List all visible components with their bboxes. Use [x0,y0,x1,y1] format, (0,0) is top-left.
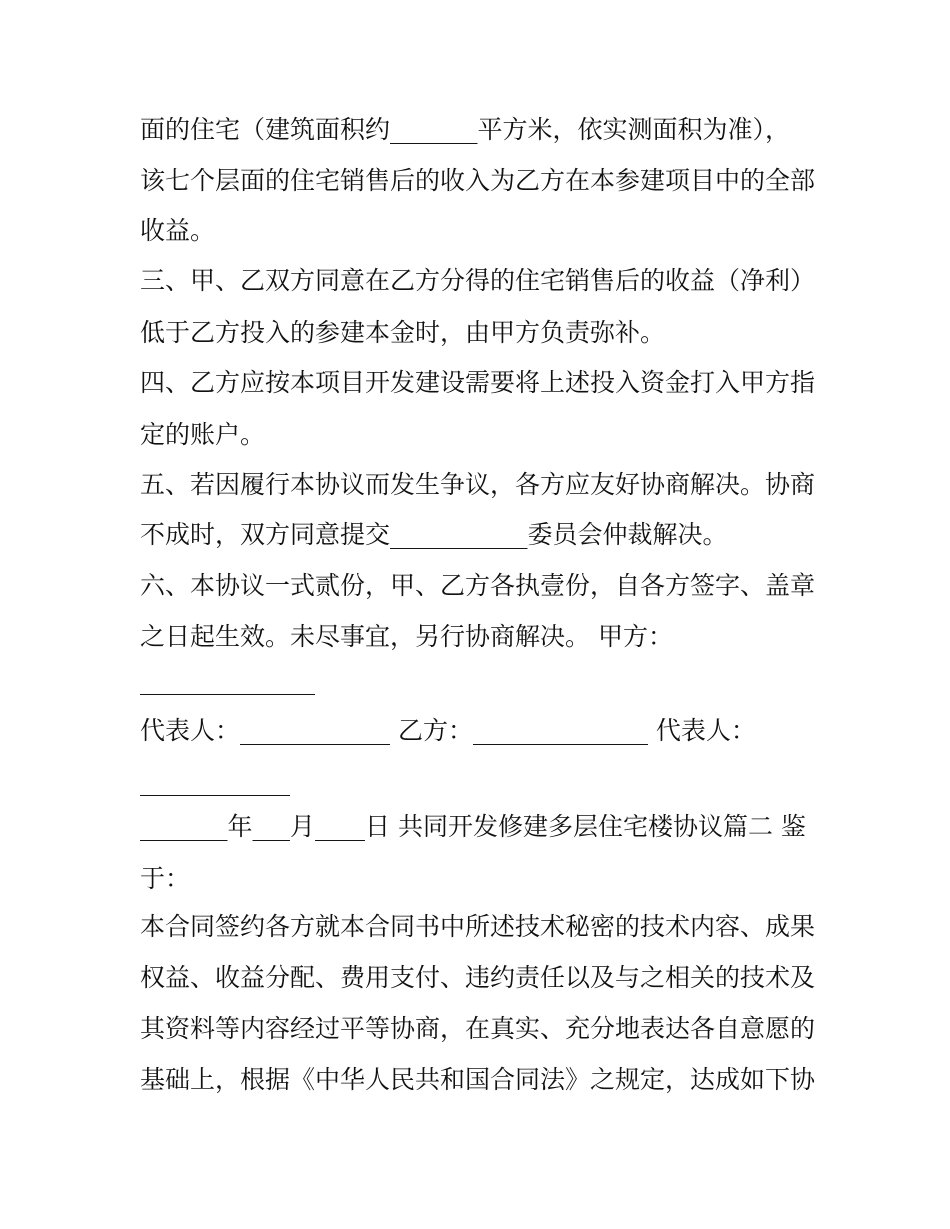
text-line: 三、甲、乙双方同意在乙方分得的住宅销售后的收益（净利） [140,266,816,295]
signature-line: ____________ [140,767,290,796]
text-line: 四、乙方应按本项目开发建设需要将上述投入资金打入甲方指 [140,368,816,397]
date-line: _______年___月____日 共同开发修建多层住宅楼协议篇二 鉴 [140,812,806,841]
text-line: 定的账户。 [140,420,266,449]
text-line: 于： [140,864,191,893]
text-line: 面的住宅（建筑面积约_______平方米，依实测面积为准）， [140,115,791,144]
text-line: 基础上，根据《中华人民共和国合同法》之规定，达成如下协 [140,1065,816,1094]
text-line: 不成时，双方同意提交___________委员会仲裁解决。 [140,520,728,549]
text-line: 收益。 [140,216,216,245]
representative-line: 代表人：____________ 乙方：______________ 代表人： [140,716,756,745]
signature-line: ______________ [140,666,315,695]
text-line: 该七个层面的住宅销售后的收入为乙方在本参建项目中的全部 [140,166,816,195]
text-line: 权益、收益分配、费用支付、违约责任以及与之相关的技术及 [140,963,816,992]
text-line: 六、本协议一式贰份，甲、乙方各执壹份，自各方签字、盖章 [140,571,816,600]
text-line: 低于乙方投入的参建本金时，由甲方负责弥补。 [140,318,666,347]
text-line: 之日起生效。未尽事宜，另行协商解决。 甲方： [140,622,673,651]
text-line: 其资料等内容经过平等协商，在真实、充分地表达各自意愿的 [140,1014,816,1043]
text-line: 五、若因履行本协议而发生争议，各方应友好协商解决。协商 [140,470,816,499]
text-line: 本合同签约各方就本合同书中所述技术秘密的技术内容、成果 [140,912,816,941]
